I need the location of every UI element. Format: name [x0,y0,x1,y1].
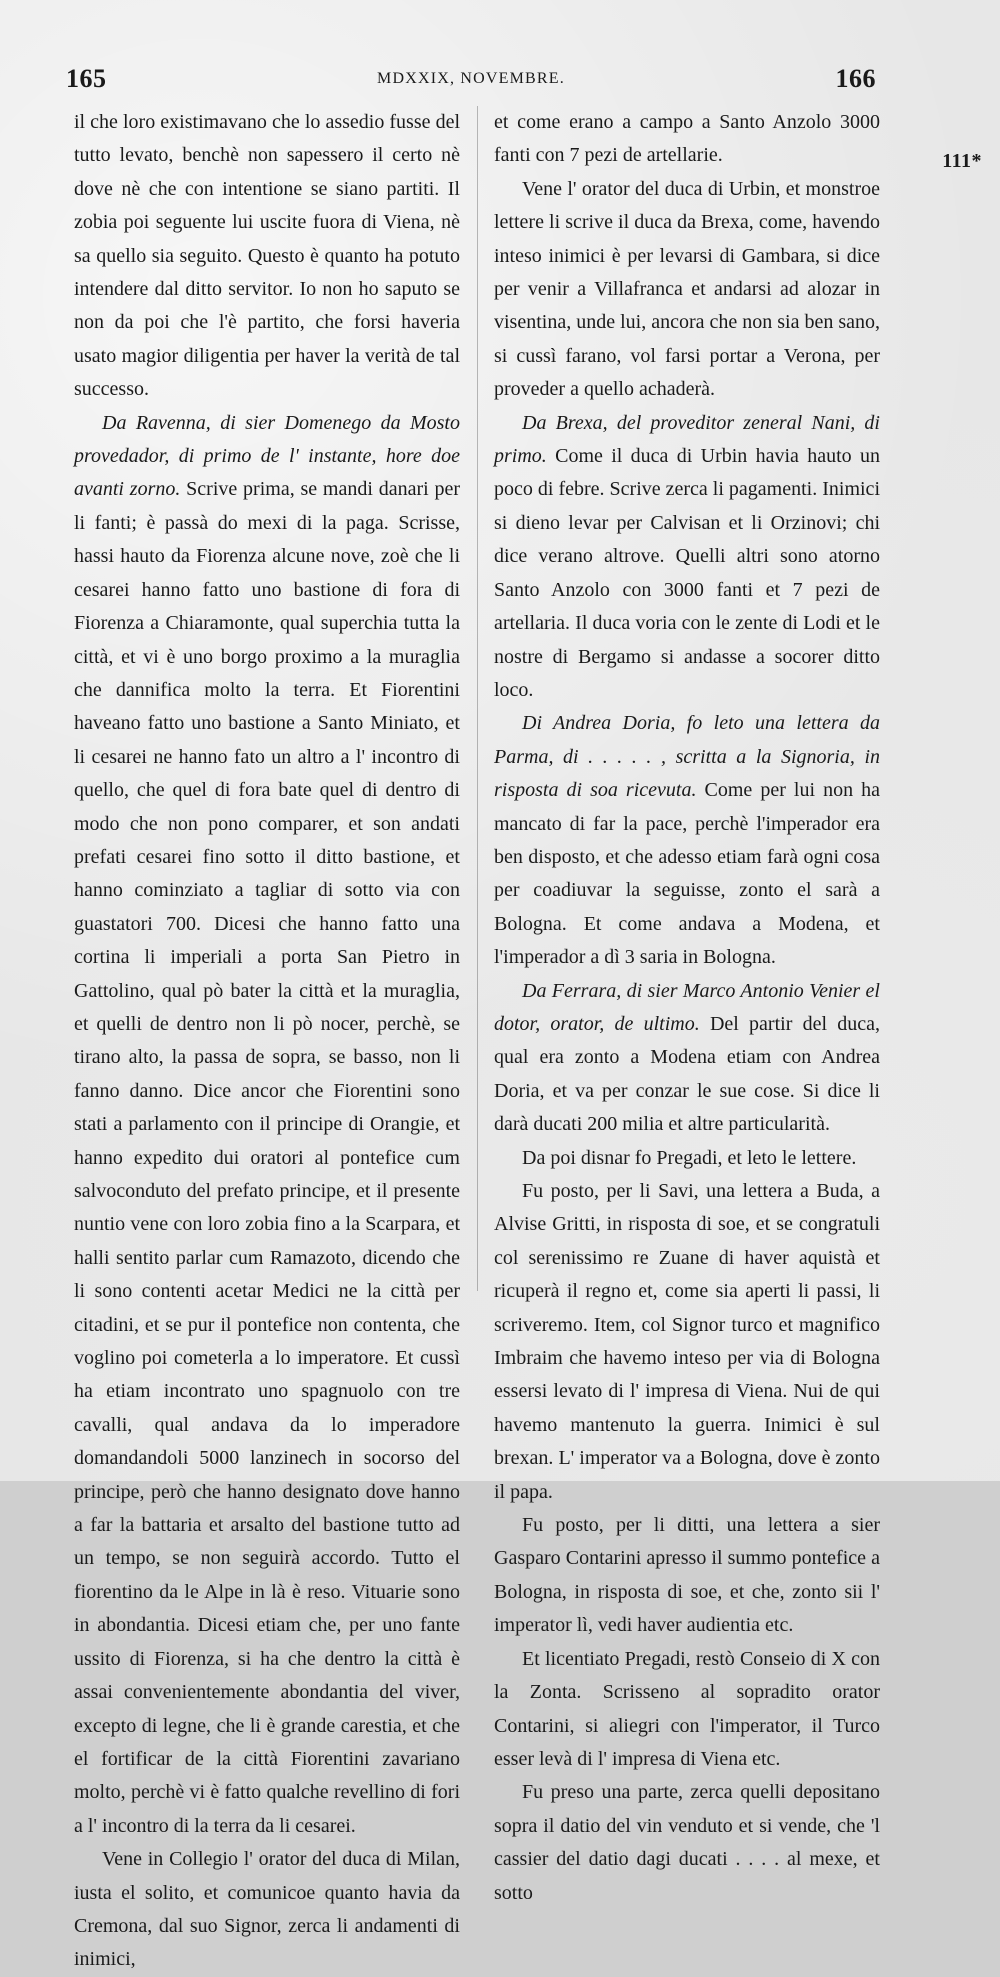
text-columns [74,106,880,1971]
left-paragraph-2 [74,407,460,1843]
column-divider [477,106,478,1291]
right-paragraph-3-text: Come il duca di Urbin havia hauto un poco di febre. Scrive zerca li pagamenti. Inimici si dieno levar per Calvisan et li Orzinovi; chi dice verano altrove. Quelli altri sono atorno Santo Anzolo con 3000 fanti et 7 pezi de artellaria. Il duca voria con le zente di Lodi et le nostre di Bergamo si andasse a socorer ditto loco. [494,445,880,701]
left-page-number: 165 [66,64,107,93]
page-header [66,64,876,98]
right-paragraph-9 [494,1643,880,1777]
right-paragraph-5 [494,975,880,1142]
right-paragraph-1 [494,106,880,173]
right-paragraph-4-text: Come per lui non ha mancato di far la pace, perchè l'imperador era ben disposto, et che adesso etiam farà ogni cosa per coadiuvar la seguisse, zonto el sarà a Bologna. Et come andava a Modena, et l'imperador a dì 3 saria in Bologna. [494,779,880,969]
right-paragraph-8-text: Fu posto, per li ditti, una lettera a sier Gasparo Contarini apresso il summo pontefice a Bologna, in risposta di soe, et che, zonto sii l' imperator lì, vedi haver audientia etc. [494,1514,880,1637]
left-paragraph-3 [74,1843,460,1977]
left-column [74,106,460,1977]
right-paragraph-3 [494,407,880,708]
right-paragraph-6-text: Da poi disnar fo Pregadi, et leto le lettere. [522,1146,857,1169]
left-paragraph-1 [74,106,460,407]
right-paragraph-5-lead: Da Ferrara, di sier Marco Antonio Venier el dotor, orator, de ultimo. [494,979,880,1035]
left-paragraph-2-lead: Da Ravenna, di sier Domenego da Mosto provedador, di primo de l' instante, hore doe avanti zorno. [74,411,460,501]
right-paragraph-5-text: Del partir del duca, qual era zonto a Modena etiam con Andrea Doria, et va per conzar le sue cose. Si dice li darà ducati 200 milia et altre particularità. [494,1012,880,1136]
right-paragraph-3-lead: Da Brexa, del proveditor zeneral Nani, di primo. [494,411,880,468]
right-paragraph-2 [494,173,880,407]
right-paragraph-1-text: et come erano a campo a Santo Anzolo 3000 fanti con 7 pezi de artellarie. [494,111,880,167]
right-paragraph-9-text: Et licentiato Pregadi, restò Conseio di X con la Zonta. Scrisseno al sopradito orator Contarini, si aliegri con l'imperator, il Turco esser levà di l' impresa di Viena etc. [494,1647,880,1770]
running-title: MDXXIX, NOVEMBRE. [377,70,565,87]
right-paragraph-4 [494,707,880,974]
right-paragraph-7 [494,1175,880,1509]
right-column [494,106,880,1910]
right-paragraph-7-text: Fu posto, per li Savi, una lettera a Buda, a Alvise Gritti, in risposta di soe, et se congratuli col serenissimo re Zuane di haver aquistà et ricuperà il regno et, come sia aperti li passi, li scriveremo. Item, col Signor turco et magnifico Imbraim che havemo inteso per via di Bologna essersi levato di l' impresa di Viena. Nui de qui havemo mantenuto la guerra. Inimici è sul brexan. L' imperator va a Bologna, dove è zonto il papa. [494,1180,880,1503]
left-paragraph-1-text: il che loro existimavano che lo assedio fusse del tutto levato, benchè non sapessero il certo nè dove nè che con intentione se siano partiti. Il zobia poi seguente lui uscite fuora di Viena, nè sa quello sia seguito. Questo è quanto ha potuto intendere dal ditto servitor. Io non ho saputo se non da poi che l'è partito, che forsi haveria usato magior diligentia per haver la verità de tal successo. [74,111,460,401]
right-paragraph-8 [494,1509,880,1643]
margin-note: 111* [942,150,982,172]
right-page-number: 166 [835,64,876,93]
right-paragraph-6 [494,1142,880,1175]
right-paragraph-10-text: Fu preso una parte, zerca quelli depositano sopra il datio del vin venduto et si vende, che 'l cassier del datio dagi ducati . . . . al mexe, et sotto [494,1781,880,1904]
right-paragraph-4-lead: Di Andrea Doria, fo leto una lettera da Parma, di . . . . . , scritta a la Signoria, in risposta di soa ricevuta. [494,712,880,802]
left-paragraph-2-text: Scrive prima, se mandi danari per li fanti; è passà do mexi di la paga. Scrisse, hassi hauto da Fiorenza alcune nove, zoè che li cesarei hanno fatto uno bastione di fora di Fiorenza a Chiaramonte, qual superchia tutta la città, et vi è uno borgo proximo a la muraglia che dannifica molto la terra. Et Fiorentini haveano fatto uno bastione a Santo Miniato, et li cesarei ne hanno fato un altro a l' incontro di quello, che quel di fora bate quel di dentro di modo che non pono comparer, et son andati prefati cesarei fino sotto il ditto bastione, et hanno cominziato a tagliar di sotto via con guastatori 700. Dicesi che hanno fatto una cortina li imperiali a porta San Pietro in Gattolino, qual pò bater la città et la muraglia, et quelli de dentro non li pò nocer, perchè, se tirano alto, la passa de sopra, se basso, non li fanno danno. Dice ancor che Fiorentini sono stati a parlamento con il principe di Orangie, et hanno expedito dui oratori al pontefice cum salvoconduto del prefato principe, et il presente nuntio vene con loro zobia fino a la Scarpara, et halli sentito parlar cum Ramazoto, dicendo che li sono contenti acetar Medici ne la città per citadini, et se pur il pontefice non contenta, che voglino poi cometerla a lo imperatore. Et cussì ha etiam incontrato uno spagnuolo con tre cavalli, qual andava da lo imperadore domandandoli 5000 lanzinech in socorso del principe, però che hanno designato dove hanno a far la battaria et arsalto del bastione tutto ad un tempo, se non seguirà accordo. Tutto el fiorentino da le Alpe in là è reso. Vituarie sono in abondantia. Dicesi etiam che, per uno fante ussito di Fiorenza, si ha che dentro la città è assai convenientemente abondantia del viver, excepto di legne, che li è grande carestia, et che el fortificar de la città Fiorentini zavariano molto, perchè vi è fatto qualche revellino di fori a l' incontro di la terra da li cesarei. [74,478,461,1837]
right-paragraph-10 [494,1776,880,1910]
right-paragraph-2-text: Vene l' orator del duca di Urbin, et monstroe lettere li scrive il duca da Brexa, come, havendo inteso inimici è per levarsi di Gambara, si dice per venir a Villafranca et andarsi ad alozar in visentina, unde lui, ancora che non sia ben sano, si cussì farano, vol farsi portar a Verona, per proveder a quello achaderà. [494,177,880,401]
left-paragraph-3-text: Vene in Collegio l' orator del duca di Milan, iusta el solito, et comunicoe quanto havia da Cremona, dal suo Signor, zerca li andamenti di inimici, [74,1848,460,1971]
